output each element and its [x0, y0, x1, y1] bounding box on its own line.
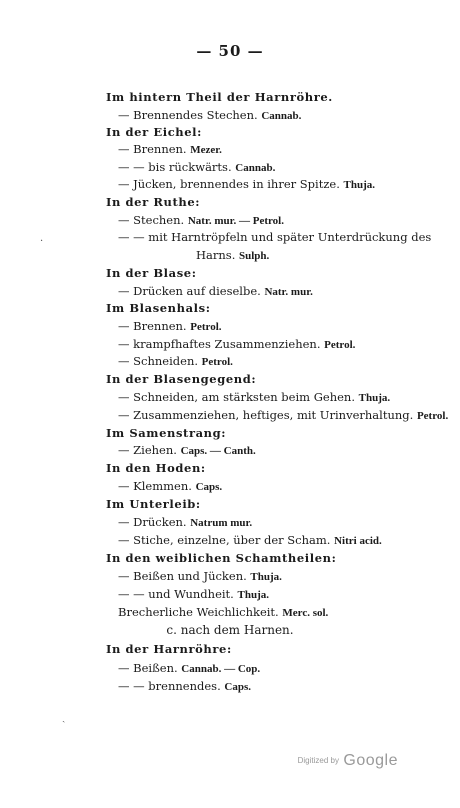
entry-text: — Stechen. [118, 213, 188, 227]
section-heading [106, 372, 256, 386]
entry-line [118, 661, 260, 675]
section-heading [106, 90, 333, 104]
remedy-name: Natr. mur. [264, 286, 313, 298]
section-heading [106, 497, 201, 511]
entry-line [118, 533, 382, 547]
remedy-name: Natrum mur. [190, 517, 253, 529]
entry-text: — Brennen. [118, 319, 191, 333]
remedy-name: Natr. mur. — Petrol. [187, 215, 284, 227]
entry-text: In den Hoden: [106, 461, 206, 475]
remedy-name: Petrol. [324, 339, 356, 351]
remedy-name: Nitri acid. [334, 535, 382, 547]
remedy-name: Caps. — Canth. [180, 445, 256, 457]
entry-text: — Zusammenziehen, heftiges, mit Urinverhaltung. [118, 408, 417, 422]
entry-text: — — mit Harntröpfeln und später Unterdrückung des [118, 230, 432, 244]
entry-line [118, 679, 251, 693]
digitized-watermark [298, 752, 398, 770]
entry-line [118, 569, 282, 583]
entry-line [118, 230, 431, 244]
entry-text: — — bis rückwärts. [118, 160, 236, 174]
entry-text: — Beißen. [118, 661, 182, 675]
speck-mark: ˏ [62, 712, 66, 723]
entry-text: Im hintern Theil der Harnröhre. [106, 90, 333, 104]
entry-text: In der Ruthe: [106, 195, 201, 209]
remedy-name: Caps. [195, 481, 223, 493]
entry-line [118, 390, 390, 404]
entry-line [118, 142, 222, 156]
entry-text: Im Samenstrang: [106, 426, 227, 440]
entry-text: — Ziehen. [118, 443, 181, 457]
entry-text: — Klemmen. [118, 479, 196, 493]
remedy-name: Petrol. [416, 410, 449, 422]
entry-text: Im Unterleib: [106, 497, 201, 511]
entry-text: In den weiblichen Schamtheilen: [106, 551, 337, 565]
remedy-name: Thuja. [358, 392, 391, 404]
remedy-name: Caps. [224, 681, 251, 693]
entry-line [118, 213, 284, 227]
remedy-name: Sulph. [239, 250, 270, 262]
remedy-name: Petrol. [190, 321, 222, 333]
section-heading [106, 125, 202, 139]
entry-line [118, 337, 355, 351]
entry-line [118, 515, 252, 529]
entry-line [118, 408, 448, 422]
entry-text: — Schneiden, am stärksten beim Gehen. [118, 390, 359, 404]
entry-line [118, 160, 275, 174]
entry-text: Im Blasenhals: [106, 301, 211, 315]
watermark-brand: Google [343, 752, 398, 769]
entry-line [118, 605, 328, 619]
watermark-prefix: Digitized by [297, 756, 339, 765]
remedy-name: Cannab. [261, 110, 302, 122]
entry-line [118, 479, 222, 493]
section-heading [106, 266, 197, 280]
section-heading [106, 642, 232, 656]
section-heading [106, 301, 211, 315]
entry-text: — Brennendes Stechen. [118, 108, 262, 122]
entry-text: — krampfhaftes Zusammenziehen. [118, 337, 325, 351]
entry-text: — Drücken auf dieselbe. [118, 284, 265, 298]
entry-line [118, 284, 313, 298]
entry-text: — Drücken. [118, 515, 191, 529]
entry-text: Harns. [196, 248, 240, 262]
entry-line [118, 587, 269, 601]
entry-text: Brecherliche Weichlichkeit. [118, 605, 283, 619]
entry-text: In der Blasengegend: [106, 372, 257, 386]
entry-text: In der Blase: [106, 266, 197, 280]
section-heading [106, 426, 226, 440]
entry-text: In der Eichel: [106, 125, 202, 139]
section-heading [106, 461, 206, 475]
section-heading [106, 551, 336, 565]
entry-text: — Beißen und Jücken. [118, 569, 251, 583]
remedy-name: Petrol. [201, 356, 233, 368]
entry-line [118, 354, 233, 368]
entry-text: — Stiche, einzelne, über der Scham. [118, 533, 335, 547]
remedy-name: Thuja. [237, 589, 269, 601]
remedy-name: Cannab. [235, 162, 276, 174]
entry-line [118, 443, 256, 457]
remedy-name: Thuja. [343, 179, 376, 191]
entry-text: — — und Wundheit. [118, 587, 238, 601]
page-number: — 50 — [196, 42, 264, 60]
subsection-heading [0, 623, 460, 637]
entry-text: — Jücken, brennendes in ihrer Spitze. [118, 177, 344, 191]
section-heading [106, 195, 200, 209]
speck-mark: · [40, 236, 44, 247]
entry-text: — — brennendes. [118, 679, 225, 693]
entry-text: — Schneiden. [118, 354, 202, 368]
remedy-name: Thuja. [250, 571, 282, 583]
entry-line [196, 248, 269, 262]
entry-text: In der Harnröhre: [106, 642, 232, 656]
remedy-name: Merc. sol. [282, 607, 329, 619]
entry-line [118, 319, 222, 333]
entry-text: — Brennen. [118, 142, 191, 156]
remedy-name: Mezer. [190, 144, 222, 156]
remedy-name: Cannab. — Cop. [181, 663, 261, 675]
entry-line [118, 108, 301, 122]
entry-line [118, 177, 375, 191]
entry-text: c. nach dem Harnen. [166, 623, 294, 637]
